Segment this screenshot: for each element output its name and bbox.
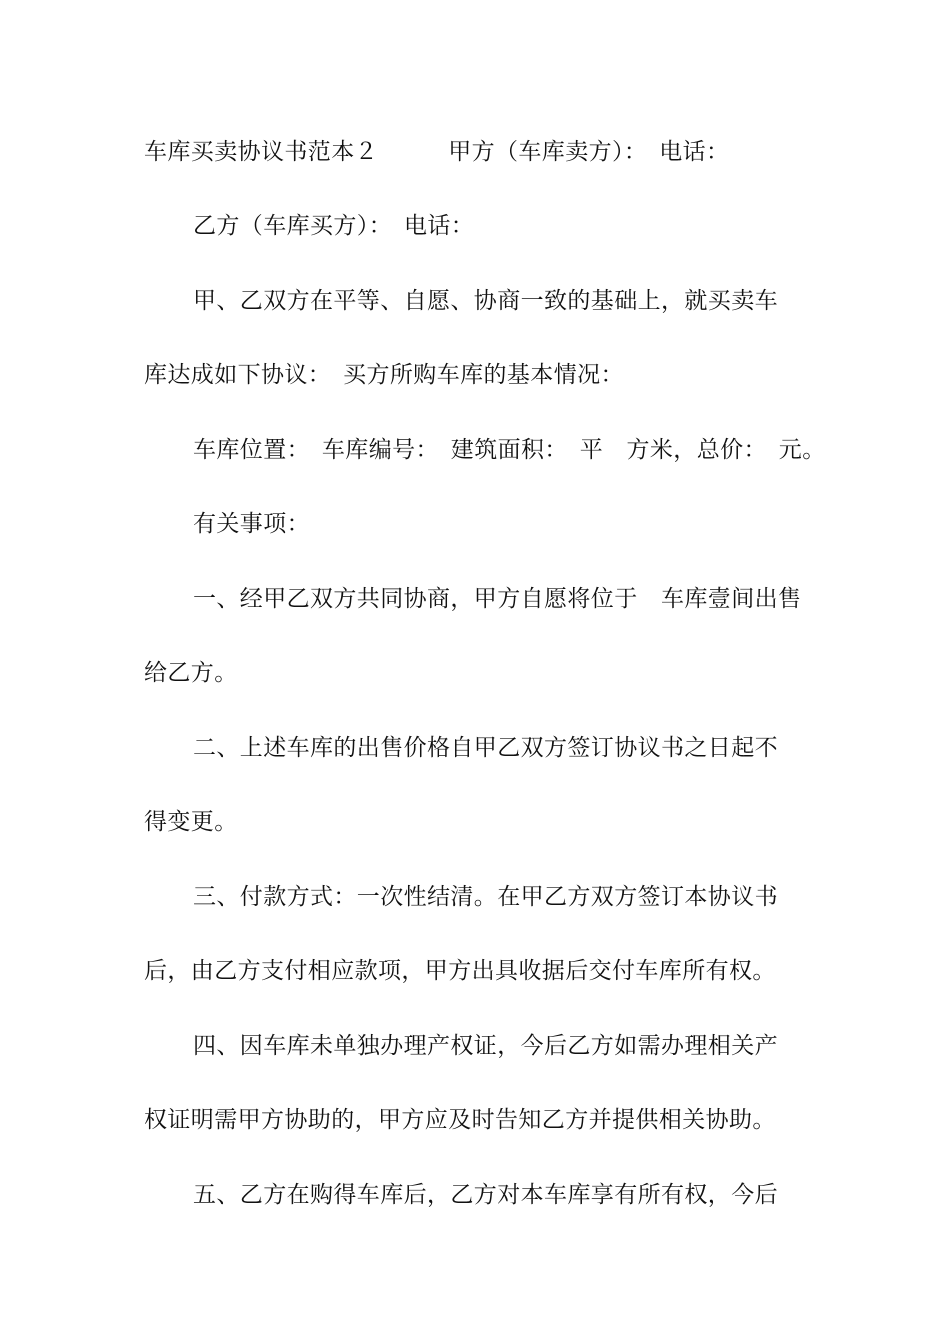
clause-line: 权证明需甲方协助的，甲方应及时告知乙方并提供相关协助。 (144, 1107, 776, 1133)
garage-info-line: 车库位置： 车库编号： 建筑面积： 平 方米，总价： 元。 (193, 437, 826, 463)
clause-line: 三、付款方式：一次性结清。在甲乙方双方签订本协议书 (193, 884, 778, 910)
clause-line: 五、乙方在购得车库后，乙方对本车库享有所有权，今后 (193, 1182, 778, 1208)
paragraph-line: 甲、乙双方在平等、自愿、协商一致的基础上，就买卖车 (193, 288, 778, 314)
paragraph-line: 库达成如下协议： 买方所购车库的基本情况： (144, 362, 624, 388)
clause-line: 二、上述车库的出售价格自甲乙双方签订协议书之日起不 (193, 735, 778, 761)
doc-title-line: 车库买卖协议书范本２ 甲方（车库卖方）： 电话： (144, 139, 730, 165)
clause-line: 一、经甲乙双方共同协商，甲方自愿将位于 车库壹间出售 (193, 586, 802, 612)
section-heading: 有关事项： (193, 511, 310, 537)
party-b-line: 乙方（车库买方）： 电话： (193, 213, 475, 239)
clause-line: 四、因车库未单独办理产权证，今后乙方如需办理相关产 (193, 1033, 778, 1059)
clause-line: 得变更。 (144, 809, 238, 835)
clause-line: 给乙方。 (144, 660, 238, 686)
clause-line: 后，由乙方支付相应款项，甲方出具收据后交付车库所有权。 (144, 958, 776, 984)
